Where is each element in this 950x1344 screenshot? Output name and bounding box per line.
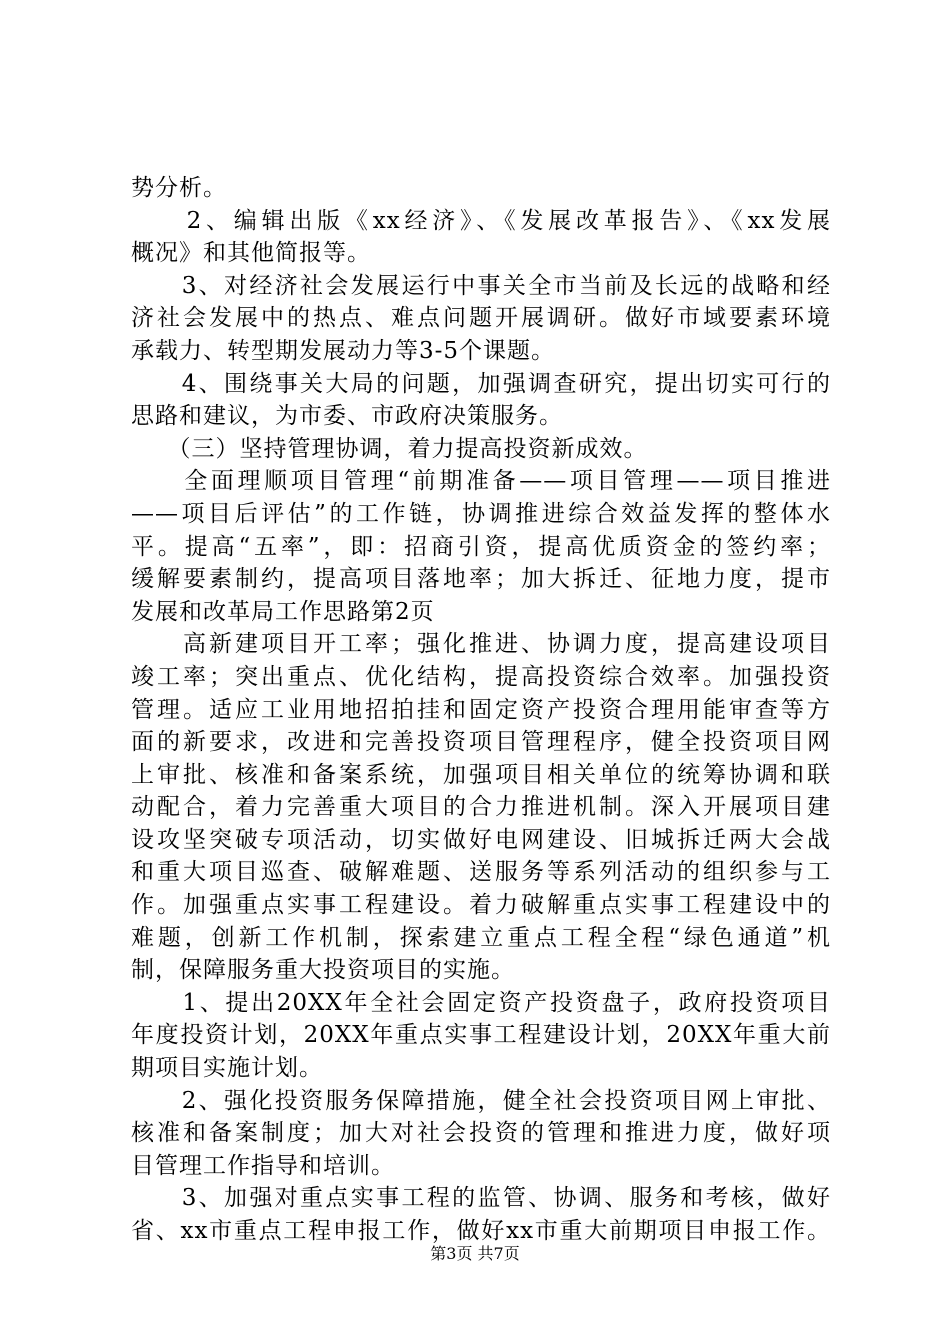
text-line: ——项目后评估”的工作链，协调推进综合效益发挥的整体水 — [131, 500, 831, 527]
text-line: 动配合，着力完善重大项目的合力推进机制。深入开展项目建 — [131, 794, 831, 821]
text-line: 2、编辑出版《xx经济》、《发展改革报告》、《xx发展 — [131, 207, 831, 234]
text-line: 2、强化投资服务保障措施，健全社会投资项目网上审批、 — [131, 1087, 831, 1114]
text-line: 目管理工作指导和培训。 — [131, 1152, 395, 1179]
text-line: 期项目实施计划。 — [131, 1055, 323, 1082]
text-line: 1、提出20XX年全社会固定资产投资盘子，政府投资项目 — [131, 989, 831, 1016]
text-line: 思路和建议，为市委、市政府决策服务。 — [131, 403, 563, 430]
document-body — [131, 172, 831, 1248]
text-line: 竣工率；突出重点、优化结构，提高投资综合效率。加强投资 — [131, 663, 831, 690]
text-line: 全面理顺项目管理“前期准备——项目管理——项目推进 — [131, 468, 831, 495]
text-line: 发展和改革局工作思路第2页 — [131, 598, 435, 625]
text-line: 面的新要求，改进和完善投资项目管理程序，健全投资项目网 — [131, 729, 831, 756]
text-line: 势分析。 — [131, 175, 227, 201]
text-line: 缓解要素制约，提高项目落地率；加大拆迁、征地力度，提市 — [131, 566, 831, 593]
text-line: 年度投资计划，20XX年重点实事工程建设计划，20XX年重大前 — [131, 1022, 831, 1049]
text-line: 济社会发展中的热点、难点问题开展调研。做好市域要素环境 — [131, 305, 831, 332]
text-line: 4、围绕事关大局的问题，加强调查研究，提出切实可行的 — [131, 370, 831, 397]
text-line: 管理。适应工业用地招拍挂和固定资产投资合理用能审查等方 — [131, 696, 831, 723]
text-line: 概况》和其他简报等。 — [131, 240, 371, 267]
text-line: 设攻坚突破专项活动，切实做好电网建设、旧城拆迁两大会战 — [131, 826, 831, 853]
text-line: 制，保障服务重大投资项目的实施。 — [131, 957, 515, 984]
text-line: 作。加强重点实事工程建设。着力破解重点实事工程建设中的 — [131, 892, 831, 919]
text-line: （三）坚持管理协调，着力提高投资新成效。 — [131, 435, 648, 462]
text-line: 高新建项目开工率；强化推进、协调力度，提高建设项目 — [131, 631, 831, 658]
page-footer: 第3页 共7页 — [430, 1244, 520, 1263]
text-line: 和重大项目巡查、破解难题、送服务等系列活动的组织参与工 — [131, 859, 831, 886]
text-line: 平。提高“五率”，即：招商引资，提高优质资金的签约率； — [131, 533, 831, 560]
text-line: 3、对经济社会发展运行中事关全市当前及长远的战略和经 — [131, 272, 831, 299]
text-line: 难题，创新工作机制，探索建立重点工程全程“绿色通道”机 — [131, 924, 831, 951]
text-line: 上审批、核准和备案系统，加强项目相关单位的统筹协调和联 — [131, 761, 831, 788]
text-line: 核准和备案制度；加大对社会投资的管理和推进力度，做好项 — [131, 1120, 831, 1147]
text-line: 3、加强对重点实事工程的监管、协调、服务和考核，做好 — [131, 1185, 831, 1212]
text-line: 承载力、转型期发展动力等3-5个课题。 — [131, 337, 556, 364]
text-line: 省、xx市重点工程申报工作，做好xx市重大前期项目申报工作。 — [131, 1218, 831, 1244]
